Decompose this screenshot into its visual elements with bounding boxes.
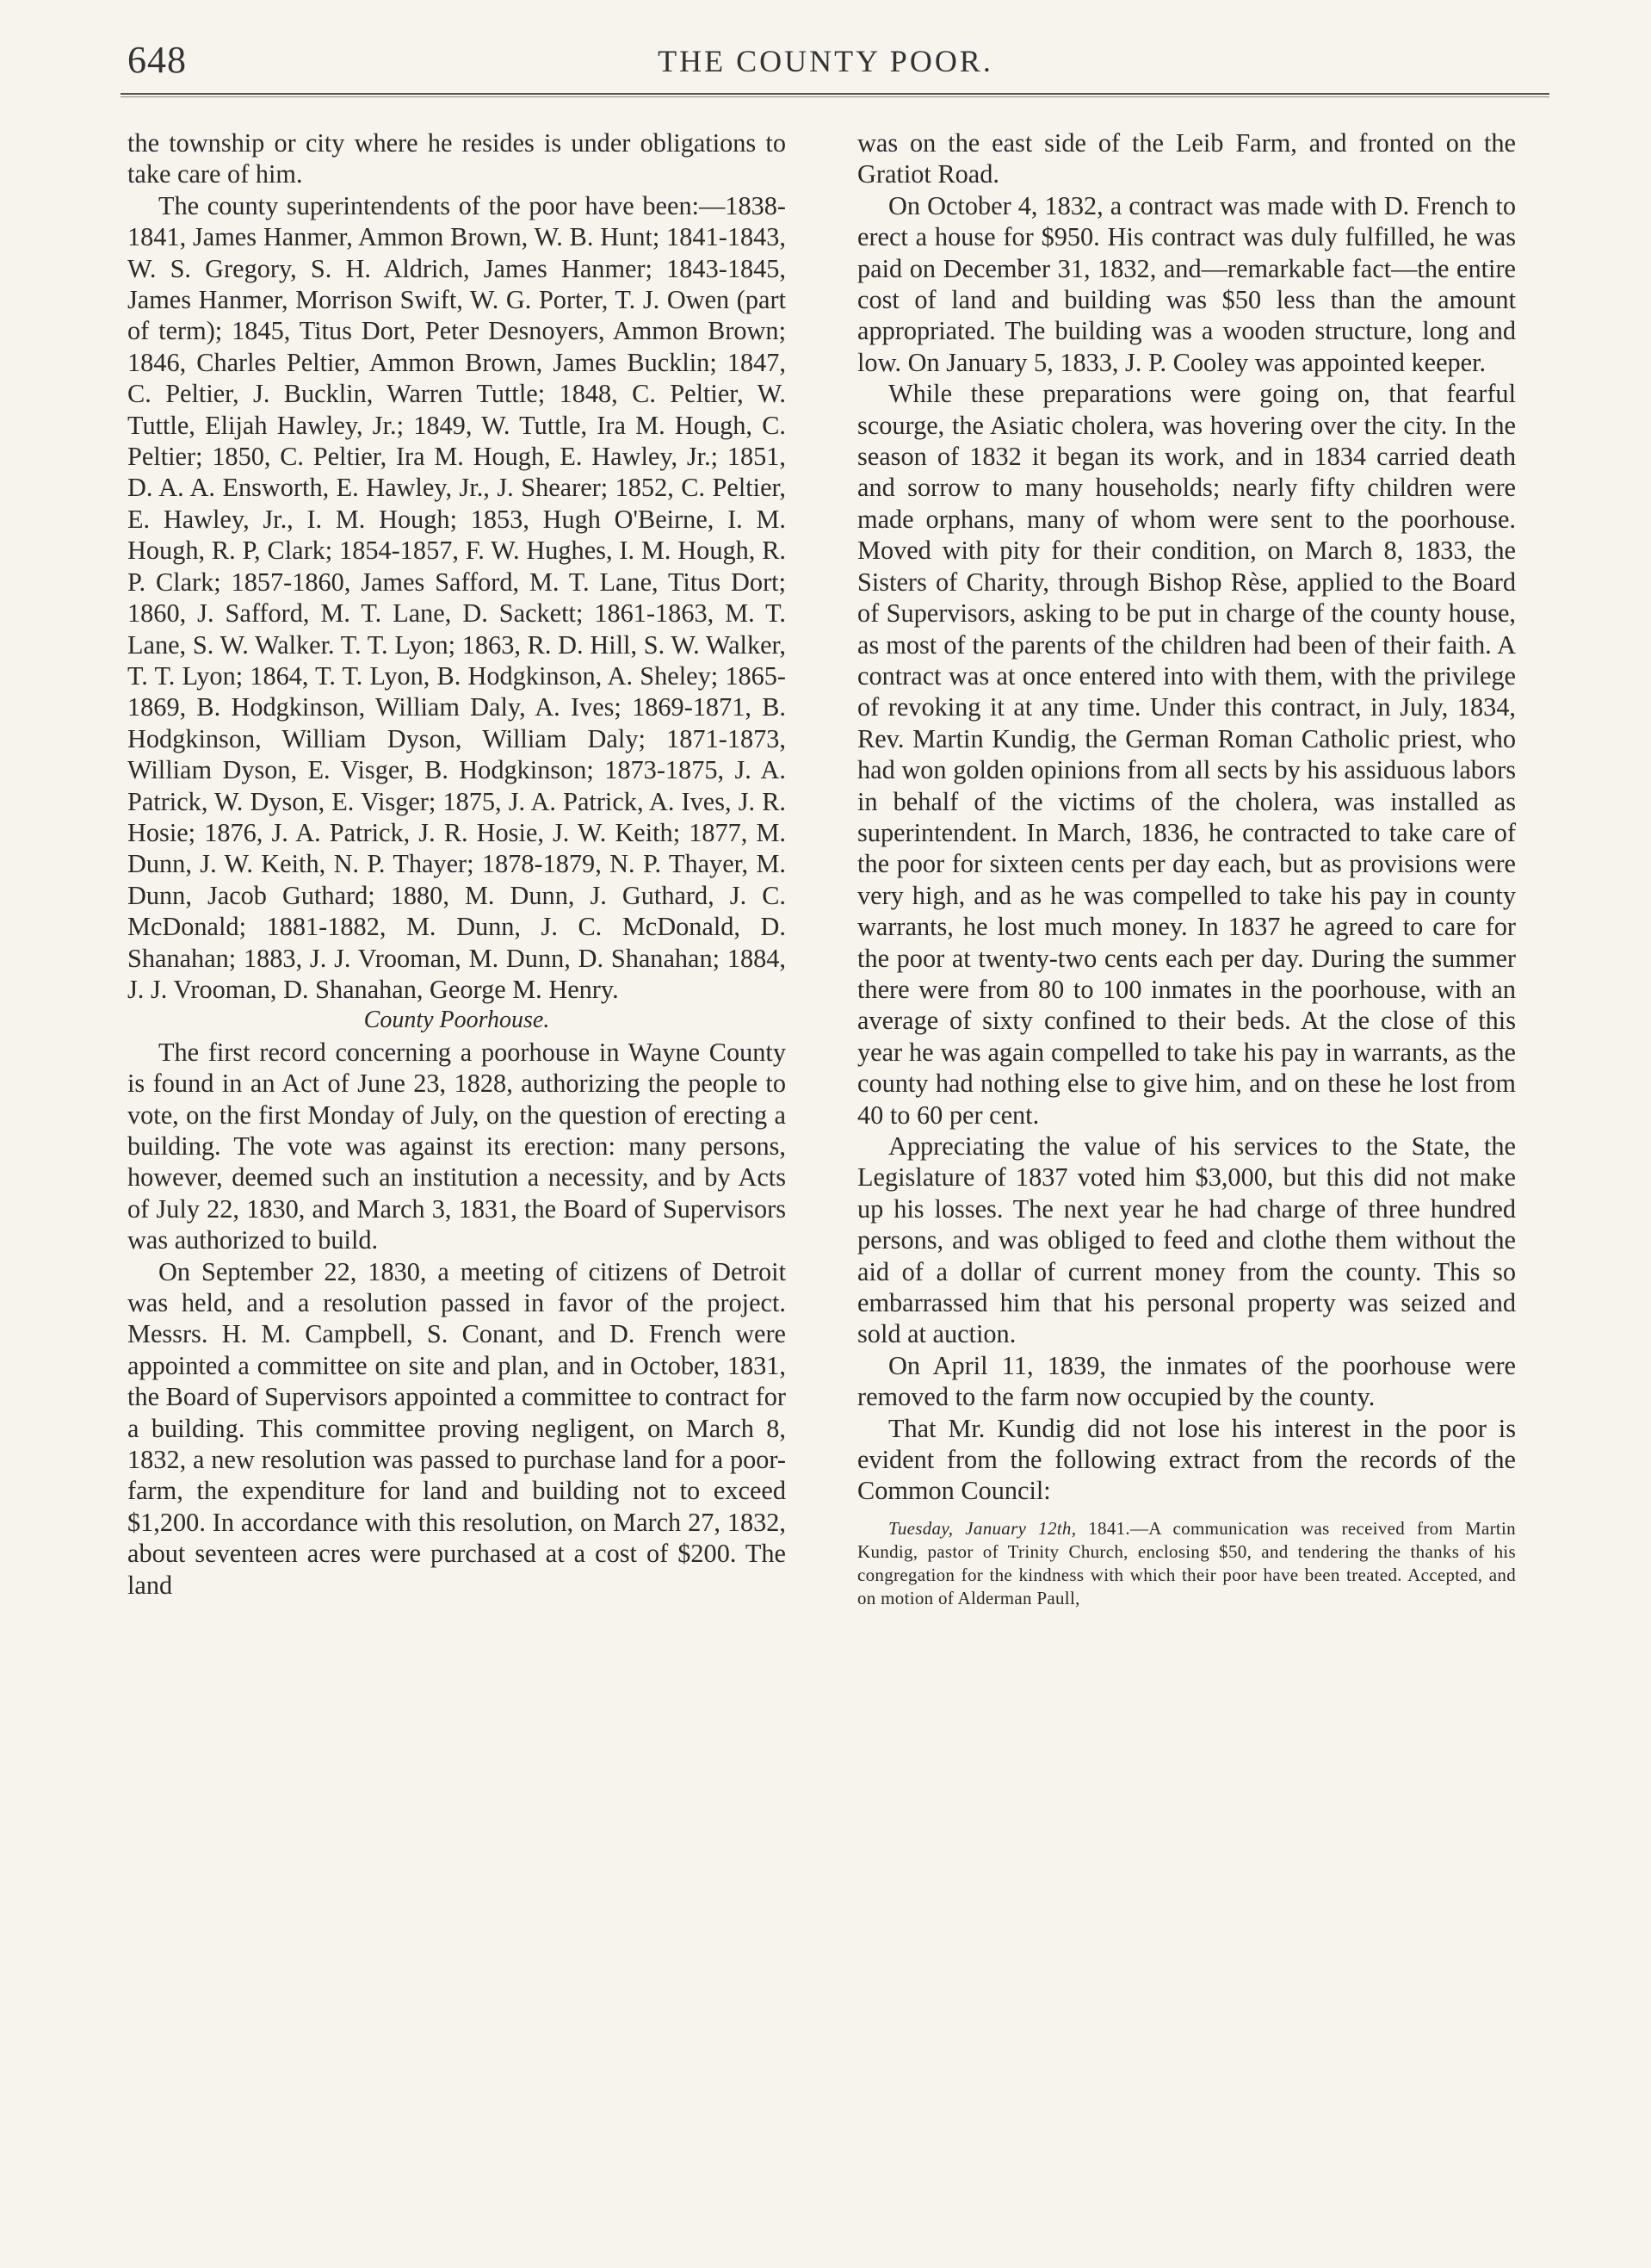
paragraph: That Mr. Kundig did not lose his interest in the poor is evident from the following extract from the records of the Common Council: [857, 1413, 1516, 1506]
header-rule [121, 93, 1549, 97]
section-heading: County Poorhouse. [363, 1007, 550, 1034]
paragraph: Appreciating the value of his services to the State, the Legislature of 1837 voted him $3,000, but this did not make up his losses. The next year he had charge of three hundred persons, and was obliged to feed and clothe them without the aid of a dollar of current money from the county. This so embarrassed him that his personal property was seized and sold at auction. [857, 1131, 1516, 1349]
paragraph: While these preparations were going on, that fearful scourge, the Asiatic cholera, was hovering over the city. In the season of 1832 it began its work, and in 1834 carried death and sorrow to many households; nearly fifty children were made orphans, many of whom were sent to the poorhouse. Moved with pity for their condition, on March 8, 1833, the Sisters of Charity, through Bishop Rèse, applied to the Board of Supervisors, asking to be put in charge of the county house, as most of the parents of the children had been of their faith. A contract was at once entered into with them, with the privilege of revoking it at any time. Under this contract, in July, 1834, Rev. Martin Kundig, the German Roman Catholic priest, who had won golden opinions from all sects by his assiduous labors in behalf of the victims of the cholera, was installed as superintendent. In March, 1836, he contracted to take care of the poor for sixteen cents per day each, but as provisions were very high, and as he was compelled to take his pay in county warrants, he lost much money. In 1837 he agreed to care for the poor at twenty-two cents each per day. During the summer there were from 80 to 100 inmates in the poorhouse, with an average of sixty confined to their beds. At the close of this year he was again compelled to take his pay in warrants, as the county had nothing else to give him, and on these he lost from 40 to 60 per cent. [857, 379, 1516, 1130]
right-column [857, 127, 1516, 1610]
extract-date: Tuesday, January 12th, [888, 1517, 1077, 1539]
paragraph: On October 4, 1832, a contract was made with D. French to erect a house for $950. His contract was duly fulfilled, he was paid on December 31, 1832, and—remarkable fact—the entire cost of land and building was $50 less than the amount appropriated. The building was a wooden structure, long and low. On January 5, 1833, J. P. Cooley was appointed keeper. [857, 190, 1516, 377]
paragraph: The first record concerning a poorhouse in Wayne County is found in an Act of June 23, 1828, authorizing the people to vote, on the first Monday of July, on the question of erecting a building. The vote was against its erection: many persons, however, deemed such an institution a necessity, and by Acts of July 22, 1830, and March 3, 1831, the Board of Supervisors was authorized to build. [127, 1037, 786, 1255]
left-column [127, 127, 786, 1601]
running-title: THE COUNTY POOR. [658, 44, 993, 78]
extract-text: 1841.—A communication was received from Martin Kundig, pastor of Trinity Church, enclosing $50, and tendering the thanks of his congregation for the kindness with which their poor have been treated. Accepted, and on motion of Alderman Paull, [857, 1517, 1516, 1608]
council-record-extract [857, 1517, 1516, 1610]
superintendents-list-paragraph: The county superintendents of the poor have been:—1838-1841, James Hanmer, Ammon Brown, W. B. Hunt; 1841-1843, W. S. Gregory, S. H. Aldrich, James Hanmer; 1843-1845, James Hanmer, Morrison Swift, W. G. Porter, T. J. Owen (part of term); 1845, Titus Dort, Peter Desnoyers, Ammon Brown; 1846, Charles Peltier, Ammon Brown, James Bucklin; 1847, C. Peltier, J. Bucklin, Warren Tuttle; 1848, C. Peltier, W. Tuttle, Elijah Hawley, Jr.; 1849, W. Tuttle, Ira M. Hough, C. Peltier; 1850, C. Peltier, Ira M. Hough, E. Hawley, Jr.; 1851, D. A. A. Ensworth, E. Hawley, Jr., J. Shearer; 1852, C. Peltier, E. Hawley, Jr., I. M. Hough; 1853, Hugh O'Beirne, I. M. Hough, R. P, Clark; 1854-1857, F. W. Hughes, I. M. Hough, R. P. Clark; 1857-1860, James Safford, M. T. Lane, Titus Dort; 1860, J. Safford, M. T. Lane, D. Sackett; 1861-1863, M. T. Lane, S. W. Walker. T. T. Lyon; 1863, R. D. Hill, S. W. Walker, T. T. Lyon; 1864, T. T. Lyon, B. Hodgkinson, A. Sheley; 1865-1869, B. Hodgkinson, William Daly, A. Ives; 1869-1871, B. Hodgkinson, William Dyson, William Daly; 1871-1873, William Dyson, E. Visger, B. Hodgkinson; 1873-1875, J. A. Patrick, W. Dyson, E. Visger; 1875, J. A. Patrick, A. Ives, J. R. Hosie; 1876, J. A. Patrick, J. R. Hosie, J. W. Keith; 1877, M. Dunn, J. W. Keith, N. P. Thayer; 1878-1879, N. P. Thayer, M. Dunn, Jacob Guthard; 1880, M. Dunn, J. Guthard, J. C. McDonald; 1881-1882, M. Dunn, J. C. McDonald, D. Shanahan; 1883, J. J. Vrooman, M. Dunn, D. Shanahan; 1884, J. J. Vrooman, D. Shanahan, George M. Henry. [127, 190, 786, 1004]
paragraph: On April 11, 1839, the inmates of the poorhouse were removed to the farm now occupied by the county. [857, 1350, 1516, 1412]
page-number: 648 [127, 39, 187, 81]
paragraph: was on the east side of the Leib Farm, and fronted on the Gratiot Road. [857, 128, 1516, 189]
paragraph: On September 22, 1830, a meeting of citizens of Detroit was held, and a resolution passed in favor of the project. Messrs. H. M. Campbell, S. Conant, and D. French were appointed a committee on site and plan, and in October, 1831, the Board of Supervisors appointed a committee to contract for a building. This committee proving negligent, on March 8, 1832, a new resolution was passed to purchase land for a poor-farm, the expenditure for land and building not to exceed $1,200. In accordance with this resolution, on March 27, 1832, about seventeen acres were purchased at a cost of $200. The land [127, 1256, 786, 1600]
paragraph: the township or city where he resides is under obligations to take care of him. [127, 128, 786, 189]
